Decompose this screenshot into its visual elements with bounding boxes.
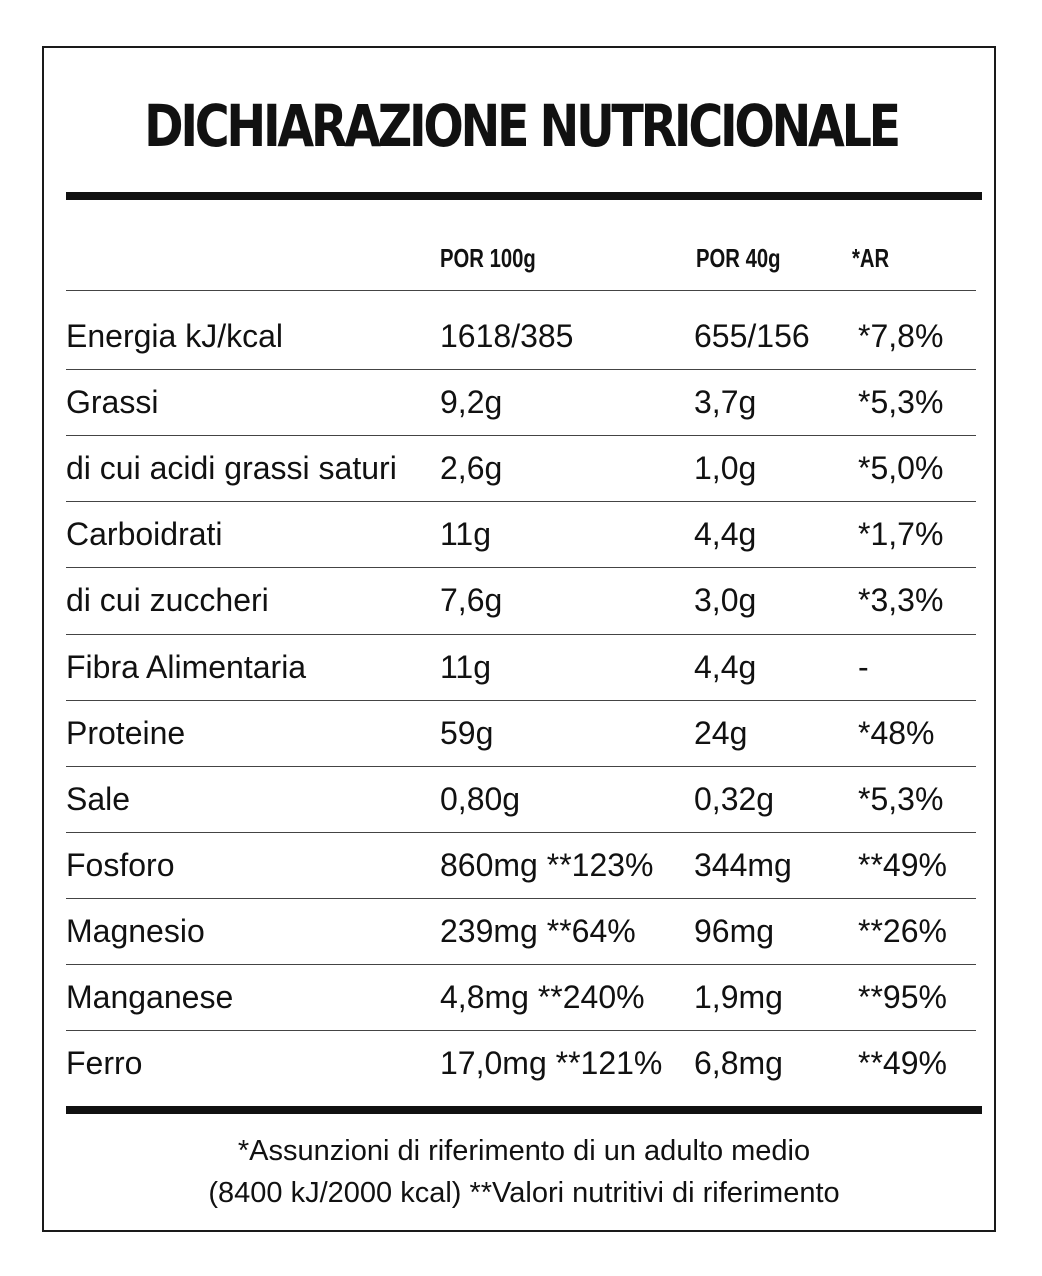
value-per-40g: 24g bbox=[694, 714, 748, 751]
value-per-40g: 1,9mg bbox=[694, 979, 783, 1015]
value-ar: **49% bbox=[858, 1045, 947, 1082]
value-per-100g: 59g bbox=[440, 714, 494, 751]
table-row bbox=[66, 568, 982, 634]
nutrient-name: Proteine bbox=[66, 714, 186, 751]
value-per-40g: 0,32g bbox=[694, 780, 775, 817]
value-per-40g: 4,4g bbox=[694, 516, 757, 553]
value-ar: *5,0% bbox=[858, 450, 944, 487]
top-divider bbox=[66, 192, 982, 200]
value-ar: - bbox=[858, 648, 869, 685]
nutrient-name: Sale bbox=[66, 780, 131, 817]
value-per-40g: 1,0g bbox=[694, 450, 757, 487]
header-per40: POR 40g bbox=[696, 243, 781, 273]
footnote-line-1: *Assunzioni di riferimento di un adulto medio bbox=[237, 1135, 811, 1167]
nutrient-name: Energia kJ/kcal bbox=[66, 318, 283, 354]
value-per-100g: 4,8mg **240% bbox=[440, 979, 645, 1015]
footnote-line-2: (8400 kJ/2000 kcal) **Valori nutritivi di riferimento bbox=[208, 1177, 840, 1209]
value-per-100g: 2,6g bbox=[440, 450, 503, 487]
value-ar: **95% bbox=[858, 979, 947, 1015]
value-per-40g: 344mg bbox=[694, 846, 792, 883]
value-ar: *48% bbox=[858, 714, 935, 751]
table-row bbox=[66, 767, 982, 833]
table-row bbox=[66, 635, 982, 701]
table-row bbox=[66, 1031, 982, 1097]
nutrient-name: Carboidrati bbox=[66, 516, 223, 553]
header-divider bbox=[66, 290, 976, 291]
value-per-100g: 17,0mg **121% bbox=[440, 1045, 663, 1082]
table-row bbox=[66, 304, 982, 370]
value-per-40g: 4,4g bbox=[694, 648, 757, 685]
table-row bbox=[66, 502, 982, 568]
value-per-100g: 1618/385 bbox=[440, 318, 574, 354]
table-row bbox=[66, 899, 982, 965]
nutrient-name: Fibra Alimentaria bbox=[66, 648, 307, 685]
value-per-100g: 0,80g bbox=[440, 780, 521, 817]
table-row bbox=[66, 370, 982, 436]
value-ar: *3,3% bbox=[858, 582, 944, 619]
header-ar: *AR bbox=[852, 243, 890, 273]
value-ar: *5,3% bbox=[858, 384, 944, 421]
value-per-40g: 96mg bbox=[694, 912, 775, 949]
nutrient-name: Ferro bbox=[66, 1045, 143, 1082]
table-row bbox=[66, 833, 982, 899]
page-title: DICHIARAZIONE NUTRICIONALE bbox=[144, 92, 898, 160]
value-per-40g: 3,0g bbox=[694, 582, 757, 619]
table-row bbox=[66, 436, 982, 502]
nutrient-name: Grassi bbox=[66, 384, 159, 421]
nutrient-name: Fosforo bbox=[66, 846, 175, 883]
table-row bbox=[66, 701, 982, 767]
value-per-100g: 860mg **123% bbox=[440, 846, 654, 883]
value-per-100g: 239mg **64% bbox=[440, 912, 636, 949]
footnote bbox=[66, 1130, 982, 1214]
value-ar: *7,8% bbox=[858, 318, 944, 354]
value-per-40g: 6,8mg bbox=[694, 1045, 783, 1082]
bottom-divider bbox=[66, 1106, 982, 1114]
value-ar: **26% bbox=[858, 912, 947, 949]
nutrient-name: Manganese bbox=[66, 979, 234, 1015]
table-header bbox=[66, 226, 982, 290]
nutrient-name: di cui acidi grassi saturi bbox=[66, 450, 397, 487]
value-per-100g: 11g bbox=[440, 516, 492, 553]
value-ar: **49% bbox=[858, 846, 947, 883]
nutrient-name: Magnesio bbox=[66, 912, 205, 949]
nutrient-name: di cui zuccheri bbox=[66, 582, 269, 619]
value-per-40g: 3,7g bbox=[694, 384, 757, 421]
header-per100: POR 100g bbox=[440, 243, 536, 273]
value-per-40g: 655/156 bbox=[694, 318, 810, 354]
value-per-100g: 11g bbox=[440, 648, 492, 685]
value-per-100g: 9,2g bbox=[440, 384, 503, 421]
value-per-100g: 7,6g bbox=[440, 582, 503, 619]
value-ar: *1,7% bbox=[858, 516, 944, 553]
table-row bbox=[66, 965, 982, 1031]
value-ar: *5,3% bbox=[858, 780, 944, 817]
